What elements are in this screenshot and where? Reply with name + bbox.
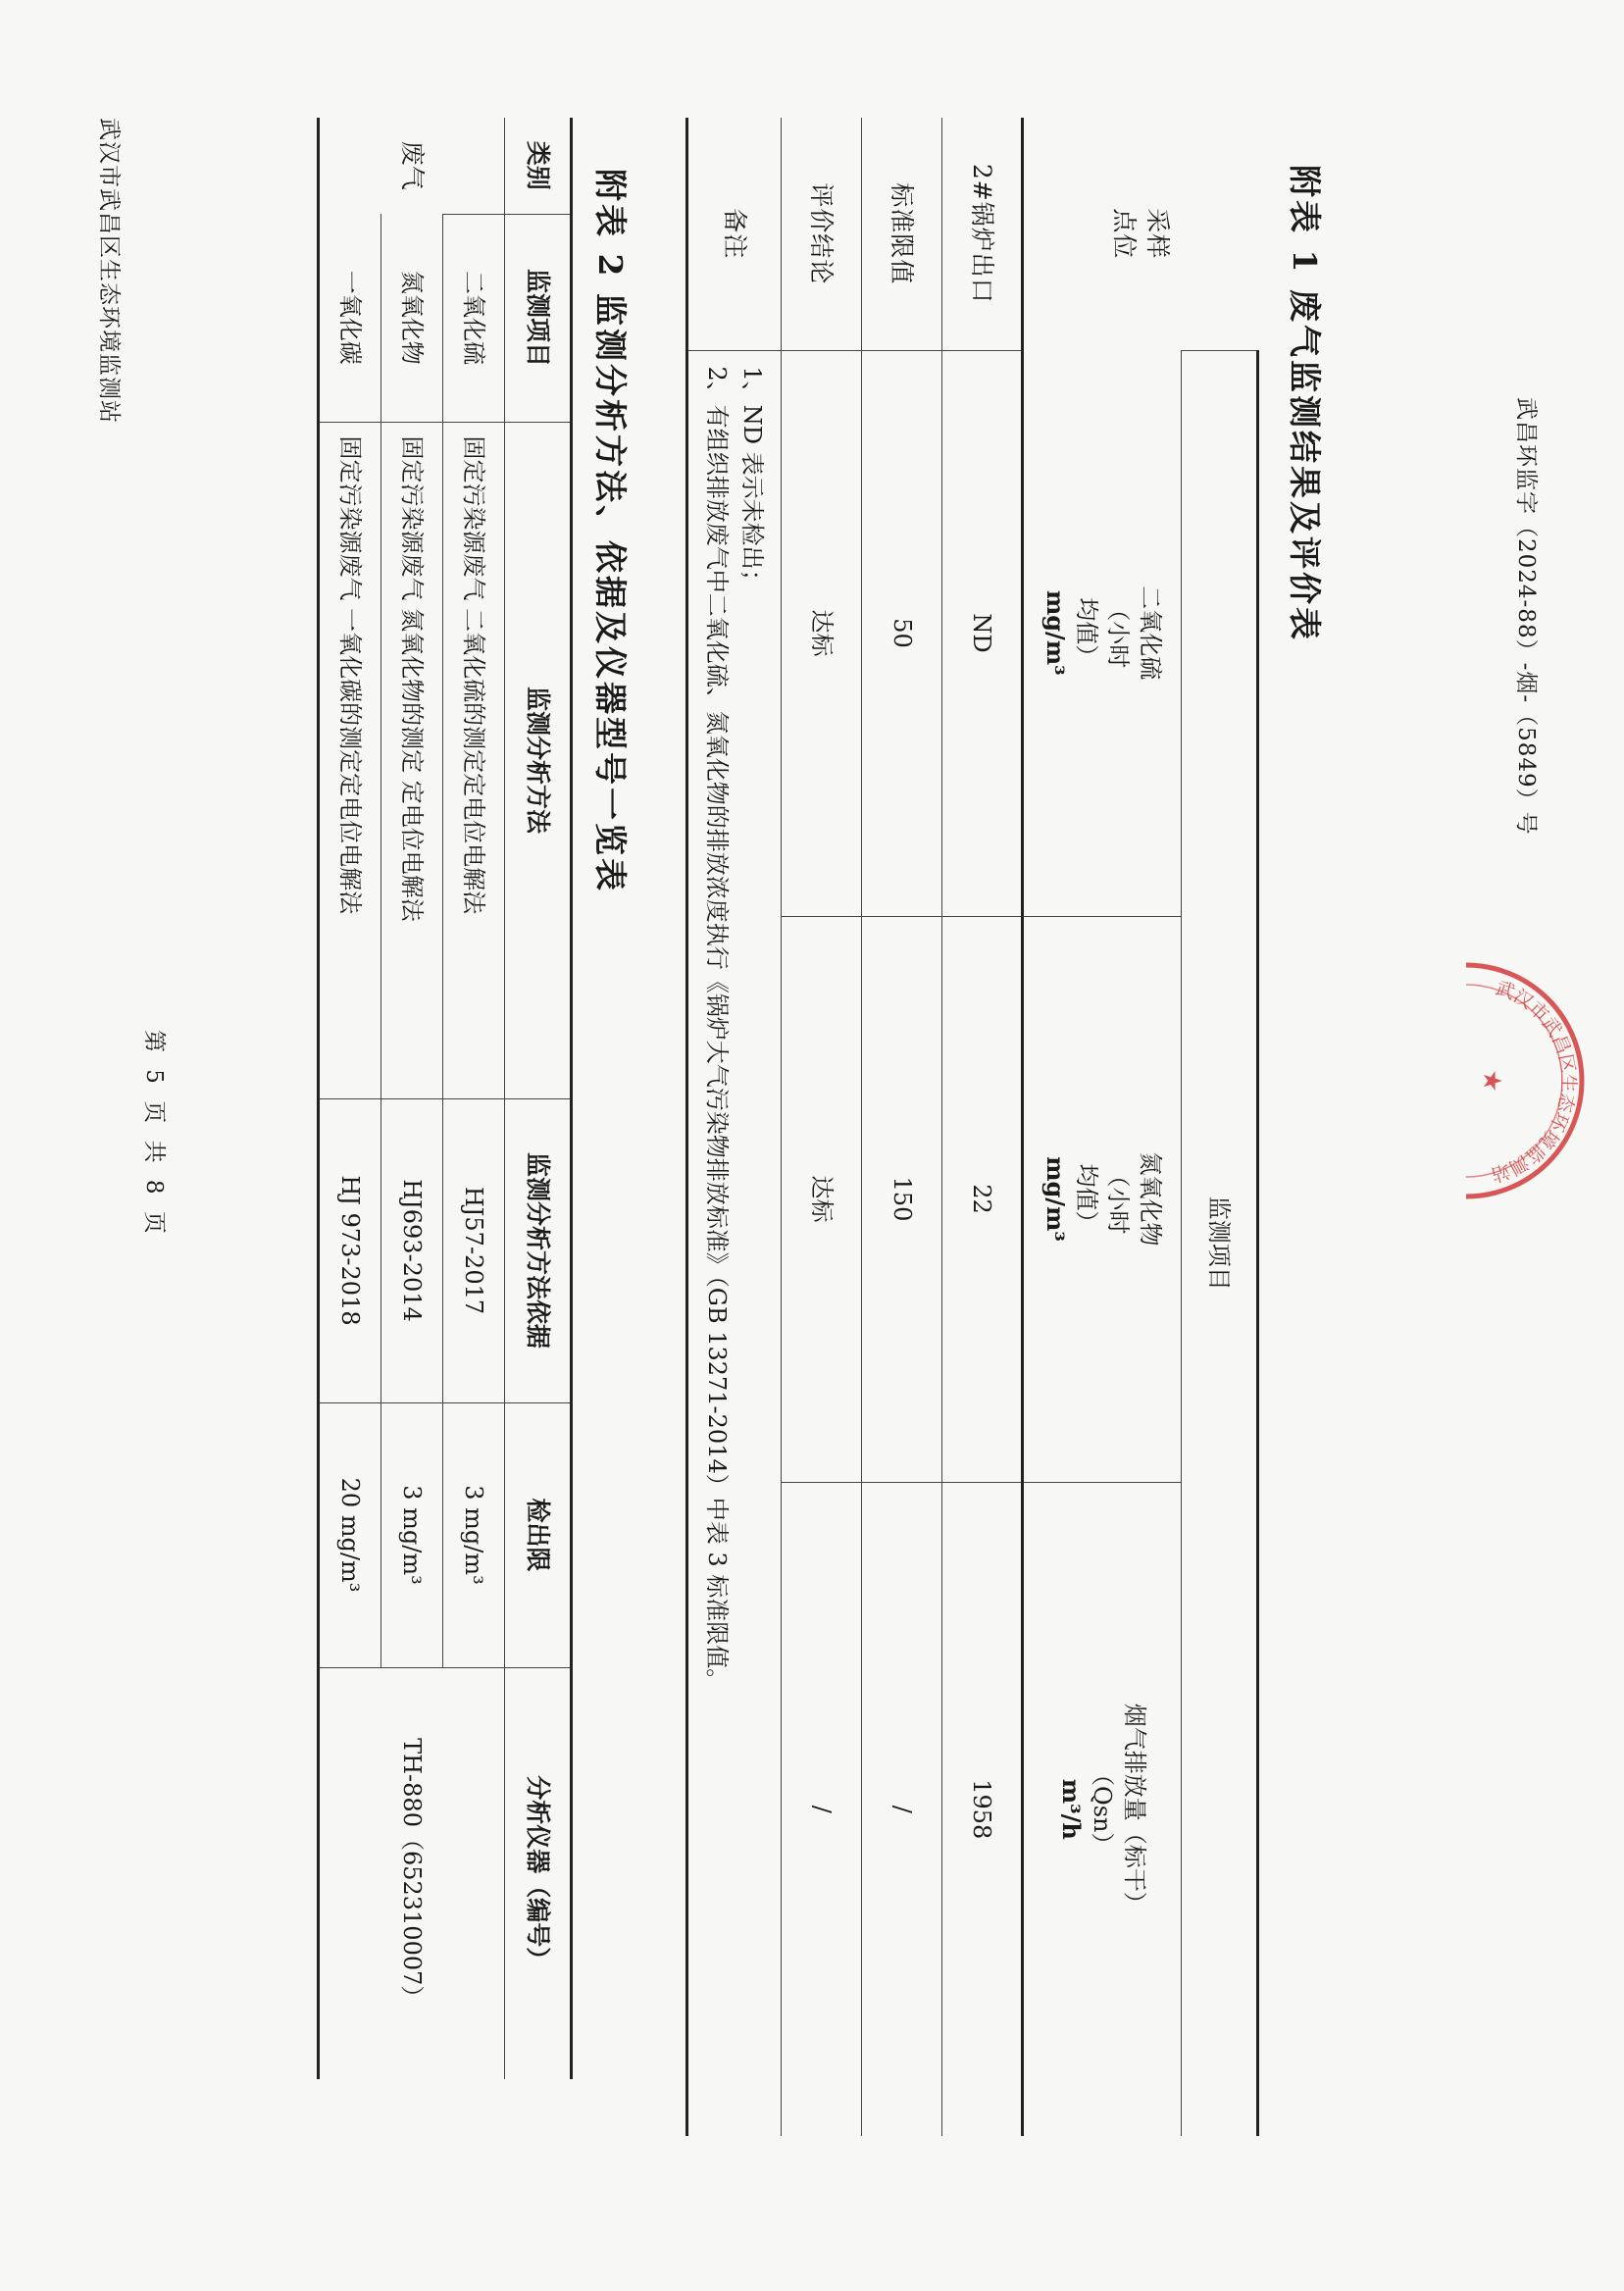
sampling-point-header: 采样 点位 [1110,208,1172,260]
svg-text:武汉市武昌区生态环境监测站: 武汉市武昌区生态环境监测站 [1488,977,1580,1186]
detection-limit-cell: 3 mg/m³ [443,1402,505,1667]
nox-value: 22 [942,916,1023,1482]
flow-evaluation: / [782,1482,862,2136]
so2-limit: 50 [862,350,942,916]
basis-cell: HJ 973-2018 [319,1098,381,1402]
table2-title: 附表 2 监测分析方法、依据及仪器型号一览表 [591,169,630,893]
item-cell: 氮氧化物 [381,214,443,422]
item-cell: 一氧化碳 [319,214,381,422]
detection-limit-cell: 20 mg/m³ [319,1402,381,1667]
table-row-standard-limit [862,118,942,2136]
flow-value: 1958 [942,1482,1023,2136]
remarks-label: 备注 [687,118,782,350]
header-basis: 监测分析方法依据 [505,1098,572,1402]
remarks-text: 1、ND 表示未检出； 2、有组织排放废气中二氧化硫、氮氧化物的排放浓度执行《锅炉大气污染物排放标准》（GB 13271-2014）中表 3 标准限值。 [687,350,782,2136]
so2-evaluation: 达标 [782,350,862,916]
row-label: 评价结论 [782,118,862,350]
flow-limit: / [862,1482,942,2136]
table-row-boiler-outlet [942,118,1023,2136]
header-method: 监测分析方法 [505,422,572,1098]
report-number: 武昌环监字（2024-88）-烟-（5849）号 [1513,397,1539,836]
instrument-cell: TH-880（652310007） [319,1667,505,2079]
svg-text:★: ★ [1477,1069,1506,1093]
table-row-evaluation [782,118,862,2136]
emission-results-table [685,118,1259,2136]
header-item: 监测项目 [505,214,572,422]
page-number: 第 5 页 共 8 页 [141,1030,167,1239]
table-row-remarks [687,118,782,2136]
table-row [443,118,505,2079]
header-category: 类别 [505,118,572,214]
method-cell: 固定污染源废气 氮氧化物的测定 定电位电解法 [381,422,443,1098]
row-label: 标准限值 [862,118,942,350]
sulfur-dioxide-header: 二氧化硫 （小时 均值） mg/m³ [1023,350,1182,916]
flue-gas-flow-header: 烟气排放量（标干） （Qsn） m³/h [1023,1482,1182,2136]
basis-cell: HJ693-2014 [381,1098,443,1402]
row-label: 2#锅炉出口 [942,118,1023,350]
detection-limit-cell: 3 mg/m³ [381,1402,443,1667]
nox-limit: 150 [862,916,942,1482]
method-cell: 固定污染源废气 二氧化硫的测定定电位电解法 [443,422,505,1098]
so2-value: ND [942,350,1023,916]
issuing-organization: 武汉市武昌区生态环境监测站 [96,118,122,424]
methods-table [317,118,573,2079]
methods-table-header [505,118,572,2079]
monitoring-items-header: 监测项目 [1182,350,1258,2136]
basis-cell: HJ57-2017 [443,1098,505,1402]
header-instrument: 分析仪器（编号） [505,1667,572,2079]
nox-evaluation: 达标 [782,916,862,1482]
nitrogen-oxides-header: 氮氧化物 （小时 均值） mg/m³ [1023,916,1182,1482]
category-cell: 废气 [319,118,505,214]
method-cell: 固定污染源废气 一氧化碳的测定定电位电解法 [319,422,381,1098]
table1-title: 附表 1 废气监测结果及评价表 [1286,165,1324,642]
official-seal-stamp [1462,951,1609,1210]
header-detection-limit: 检出限 [505,1402,572,1667]
item-cell: 二氧化硫 [443,214,505,422]
